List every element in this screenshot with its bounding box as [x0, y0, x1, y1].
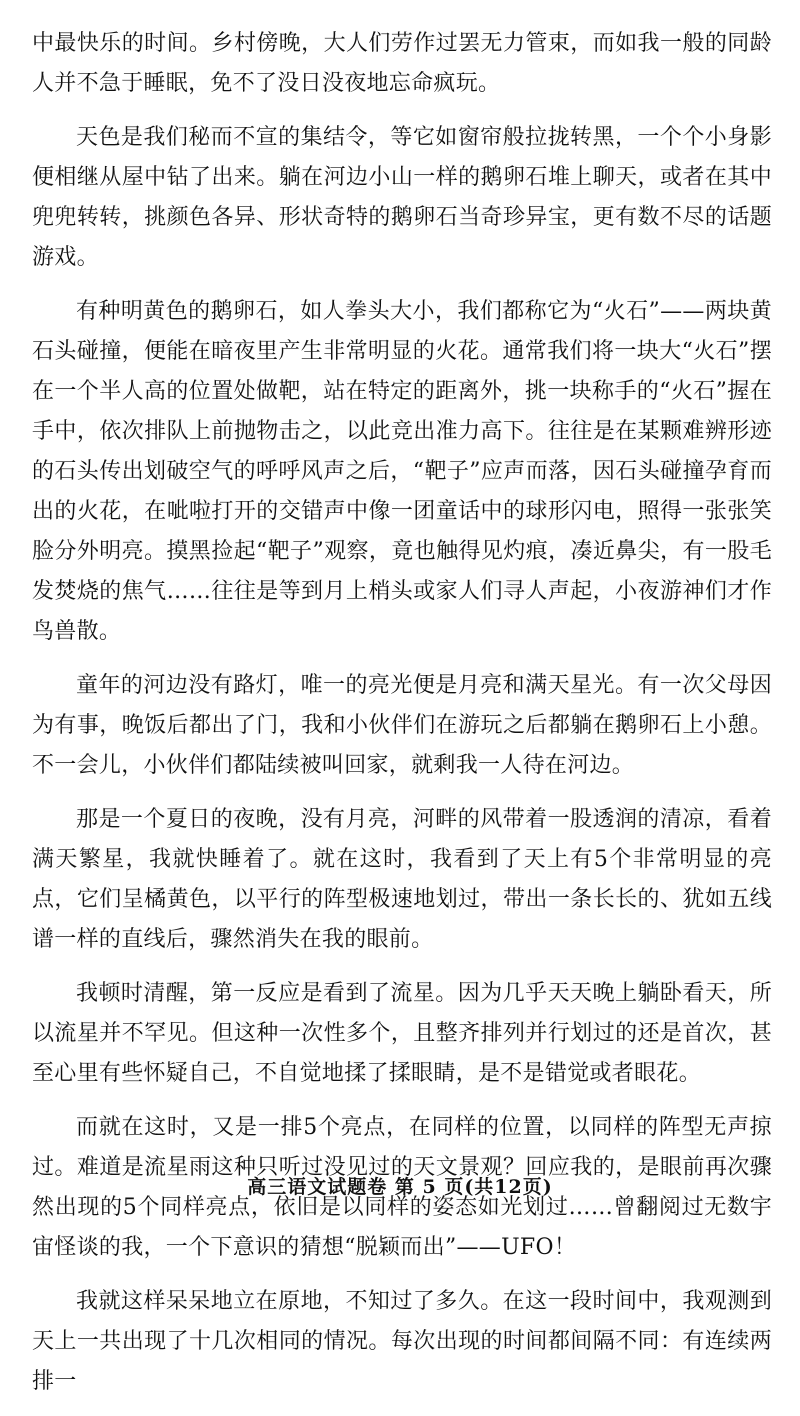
paragraph: 我就这样呆呆地立在原地，不知过了多久。在这一段时间中，我观测到天上一共出现了十几次相同的情况。每次出现的时间都间隔不同：有连续两排一 — [32, 1289, 772, 1394]
paragraph: 天色是我们秘而不宣的集结令，等它如窗帘般拉拢转黑，一个个小身影便相继从屋中钻了出来。躺在河边小山一样的鹅卵石堆上聊天，或者在其中兜兜转转，挑颜色各异、形状奇特的鹅卵石当奇珍异宝，更有数不尽的话题游戏。 — [32, 125, 772, 270]
page-footer: 高三语文试题卷 第 5 页(共12页) — [247, 1176, 553, 1198]
paragraph-continued: 中最快乐的时间。乡村傍晚，大人们劳作过罢无力管束，而如我一般的同龄人并不急于睡眠，免不了没日没夜地忘命疯玩。 — [32, 31, 772, 96]
paragraph: 而就在这时，又是一排5个亮点，在同样的位置，以同样的阵型无声掠过。难道是流星雨这种只听过没见过的天文景观？回应我的，是眼前再次骤然出现的5个同样亮点，依旧是以同样的姿态如光划过……曾翻阅过无数宇宙怪谈的我，一个下意识的猜想“脱颖而出”——UFO！ — [32, 1115, 772, 1260]
paragraph: 有种明黄色的鹅卵石，如人拳头大小，我们都称它为“火石”——两块黄石头碰撞，便能在暗夜里产生非常明显的火花。通常我们将一块大“火石”摆在一个半人高的位置处做靶，站在特定的距离外，挑一块称手的“火石”握在手中，依次排队上前抛物击之，以此竞出准力高下。往往是在某颗难辨形迹的石头传出划破空气的呼呼风声之后，“靶子”应声而落，因石头碰撞孕育而出的火花，在呲啦打开的交错声中像一团童话中的球形闪电，照得一张张笑脸分外明亮。摸黑捡起“靶子”观察，竟也触得见灼痕，凑近鼻尖，有一股毛发焚烧的焦气……往往是等到月上梢头或家人们寻人声起，小夜游神们才作鸟兽散。 — [32, 299, 772, 644]
paragraph: 那是一个夏日的夜晚，没有月亮，河畔的风带着一股透润的清凉，看着满天繁星，我就快睡着了。就在这时，我看到了天上有5个非常明显的亮点，它们呈橘黄色，以平行的阵型极速地划过，带出一条长长的、犹如五线谱一样的直线后，骤然消失在我的眼前。 — [32, 807, 772, 952]
paragraph: 童年的河边没有路灯，唯一的亮光便是月亮和满天星光。有一次父母因为有事，晚饭后都出了门，我和小伙伴们在游玩之后都躺在鹅卵石上小憩。不一会儿，小伙伴们都陆续被叫回家，就剩我一人待在河边。 — [32, 673, 772, 778]
paragraph: 我顿时清醒，第一反应是看到了流星。因为几乎天天晚上躺卧看天，所以流星并不罕见。但这种一次性多个，且整齐排列并行划过的还是首次，甚至心里有些怀疑自己，不自觉地揉了揉眼睛，是不是错觉或者眼花。 — [32, 981, 772, 1086]
document-body — [32, 24, 772, 1416]
